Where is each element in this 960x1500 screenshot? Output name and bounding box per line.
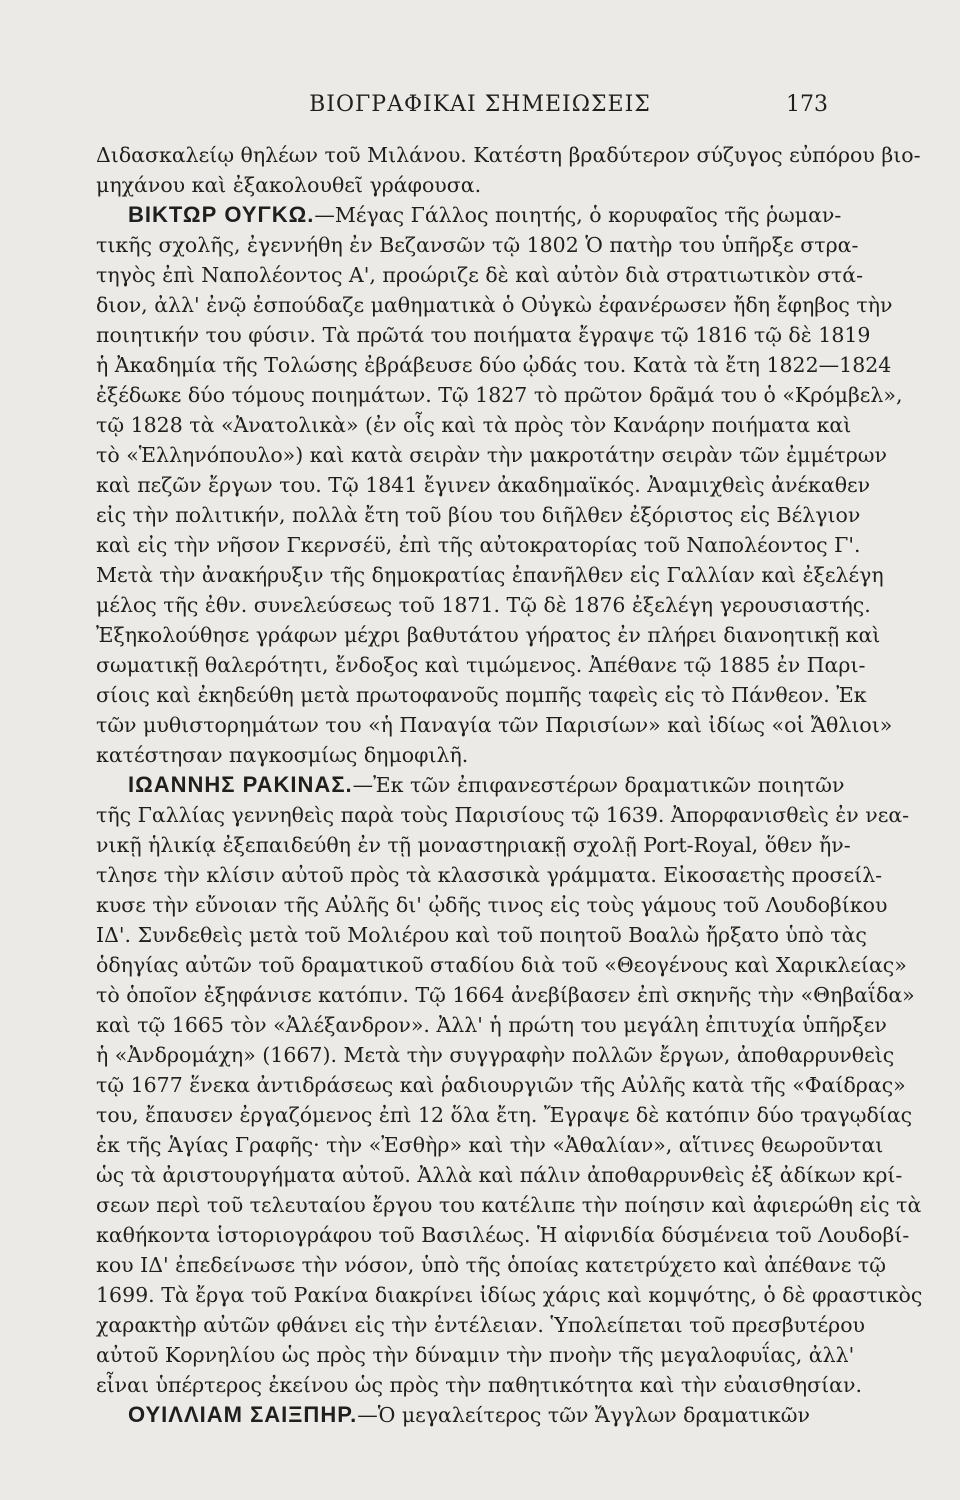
entry-text: —Ἐκ τῶν ἐπιφανεστέρων δραματικῶν ποιητῶν (352, 773, 845, 797)
text-line: καθήκοντα ἱστοριογράφου τοῦ Βασιλέως. Ἡ αἰφνιδία δύσμένεια τοῦ Λουδοβί- (96, 1223, 910, 1247)
entry-shakespeare (96, 1400, 809, 1430)
text-line: μηχάνου καὶ ἐξακολουθεῖ γράφουσα. (96, 173, 482, 197)
text-line: καὶ εἰς τὴν νῆσον Γκερνσέϋ, ἐπὶ τῆς αὐτοκρατορίας τοῦ Ναπολέοντος Γ'. (96, 533, 861, 557)
text-line: ὡς τὰ ἀριστουργήματα αὐτοῦ. Ἀλλὰ καὶ πάλιν ἀποθαρρυνθεὶς ἐξ ἀδίκων κρί- (96, 1163, 903, 1187)
text-line: τὸ «Ἑλληνόπουλο») καὶ κατὰ σειρὰν τὴν μακροτάτην σειρὰν τῶν ἐμμέτρων (96, 443, 887, 467)
text-line: ἐξέδωκε δύο τόμους ποιημάτων. Τῷ 1827 τὸ πρῶτον δρᾶμά του ὁ «Κρόμβελ», (96, 383, 903, 407)
text-line: καὶ τῷ 1665 τὸν «Ἀλέξανδρον». Ἀλλ' ἡ πρώτη του μεγάλη ἐπιτυχία ὑπῆρξεν (96, 1013, 887, 1037)
page-number: 173 (786, 92, 828, 117)
text-line: τὸ ὁποῖον ἐξηφάνισε κατόπιν. Τῷ 1664 ἀνεβίβασεν ἐπὶ σκηνῆς τὴν «Θηβαΐδα» (96, 983, 915, 1007)
text-line: τῶν μυθιστορημάτων του «ἡ Παναγία τῶν Παρισίων» καὶ ἰδίως «οἱ Ἄθλιοι» (96, 713, 893, 737)
text-line: χαρακτὴρ αὐτῶν φθάνει εἰς τὴν ἐντέλειαν. Ὑπολείπεται τοῦ πρεσβυτέρου (96, 1313, 866, 1337)
entry-name-shakespeare: ΟΥΙΛΛΙΑΜ ΣΑΙΞΠΗΡ. (128, 1402, 358, 1427)
text-line: μέλος τῆς ἐθν. συνελεύσεως τοῦ 1871. Τῷ δὲ 1876 ἐξελέγη γερουσιαστής. (96, 593, 871, 617)
text-line: σίοις καὶ ἐκηδεύθη μετὰ πρωτοφανοῦς πομπῆς ταφεὶς εἰς τὸ Πάνθεον. Ἐκ (96, 683, 867, 707)
text-line: κατέστησαν παγκοσμίως δημοφιλῆ. (96, 743, 469, 767)
text-line: ἐκ τῆς Ἁγίας Γραφῆς· τὴν «Ἐσθὴρ» καὶ τὴν «Ἀθαλίαν», αἵτινες θεωροῦνται (96, 1133, 884, 1157)
text-line: τῷ 1828 τὰ «Ἀνατολικὰ» (ἐν οἷς καὶ τὰ πρὸς τὸν Κανάρην ποιήματα καὶ (96, 413, 852, 437)
text-line: καὶ πεζῶν ἔργων του. Τῷ 1841 ἔγινεν ἀκαδημαϊκός. Ἀναμιχθεὶς ἀνέκαθεν (96, 473, 871, 497)
text-line: τλησε τὴν κλίσιν αὐτοῦ πρὸς τὰ κλασσικὰ γράμματα. Εἰκοσαετὴς προσείλ- (96, 863, 883, 887)
text-line: Μετὰ τὴν ἀνακήρυξιν τῆς δημοκρατίας ἐπανῆλθεν εἰς Γαλλίαν καὶ ἐξελέγη (96, 563, 884, 587)
text-line: σεων περὶ τοῦ τελευταίου ἔργου του κατέλιπε τὴν ποίησιν καὶ ἀφιερώθη εἰς τὰ (96, 1193, 922, 1217)
body-text (96, 140, 923, 1430)
text-line: κου ΙΔ' ἐπεδείνωσε τὴν νόσον, ὑπὸ τῆς ὁποίας κατετρύχετο καὶ ἀπέθανε τῷ (96, 1253, 886, 1277)
entry-name-racine: ΙΩΑΝΝΗΣ ΡΑΚΙΝΑΣ. (128, 772, 353, 797)
entry-text: —Μέγας Γάλλος ποιητής, ὁ κορυφαῖος τῆς ῥωμαν- (314, 203, 842, 227)
text-line: σωματικῇ θαλερότητι, ἔνδοξος καὶ τιμώμενος. Ἀπέθανε τῷ 1885 ἐν Παρι- (96, 653, 866, 677)
text-line: 1699. Τὰ ἔργα τοῦ Ρακίνα διακρίνει ἰδίως χάρις καὶ κομψότης, ὁ δὲ φραστικὸς (96, 1283, 923, 1307)
text-line: τηγὸς ἐπὶ Ναπολέοντος Α', προώριζε δὲ καὶ αὐτὸν διὰ στρατιωτικὸν στά- (96, 263, 864, 287)
text-line: του, ἔπαυσεν ἐργαζόμενος ἐπὶ 12 ὅλα ἔτη. Ἔγραψε δὲ κατόπιν δύο τραγῳδίας (96, 1103, 913, 1127)
text-line: Διδασκαλείῳ θηλέων τοῦ Μιλάνου. Κατέστη βραδύτερον σύζυγος εὐπόρου βιο- (96, 143, 921, 167)
text-line: εἶναι ὑπέρτερος ἐκείνου ὡς πρὸς τὴν παθητικότητα καὶ τὴν εὐαισθησίαν. (96, 1373, 862, 1397)
entry-name-hugo: ΒΙΚΤΩΡ ΟΥΓΚΩ. (128, 202, 315, 227)
text-line: κυσε τὴν εὔνοιαν τῆς Αὐλῆς δι' ᾠδῆς τινος εἰς τοὺς γάμους τοῦ Λουδοβίκου (96, 893, 888, 917)
running-head (0, 88, 960, 128)
entry-text: —Ὁ μεγαλείτερος τῶν Ἄγγλων δραματικῶν (357, 1403, 810, 1427)
text-line: ἡ «Ἀνδρομάχη» (1667). Μετὰ τὴν συγγραφὴν πολλῶν ἔργων, ἀποθαρρυνθεὶς (96, 1043, 895, 1067)
running-title: ΒΙΟΓΡΑΦΙΚΑΙ ΣΗΜΕΙΩΣΕΙΣ (309, 92, 651, 117)
text-line: νικῇ ἡλικίᾳ ἐξεπαιδεύθη ἐν τῇ μοναστηριακῇ σχολῇ Port-Royal, ὅθεν ἤν- (96, 833, 851, 857)
text-line: τικῆς σχολῆς, ἐγεννήθη ἐν Βεζανσῶν τῷ 1802 Ὁ πατὴρ του ὑπῆρξε στρα- (96, 233, 859, 257)
text-line: εἰς τὴν πολιτικήν, πολλὰ ἔτη τοῦ βίου του διῆλθεν ἐξόριστος εἰς Βέλγιον (96, 503, 861, 527)
text-line: τῆς Γαλλίας γεννηθεὶς παρὰ τοὺς Παρισίους τῷ 1639. Ἀπορφανισθεὶς ἐν νεα- (96, 803, 910, 827)
text-line: ποιητικήν του φύσιν. Τὰ πρῶτά του ποιήματα ἔγραψε τῷ 1816 τῷ δὲ 1819 (96, 323, 871, 347)
text-line: Ἐξηκολούθησε γράφων μέχρι βαθυτάτου γήρατος ἐν πλήρει διανοητικῇ καὶ (96, 623, 881, 647)
text-line: αὐτοῦ Κορνηλίου ὡς πρὸς τὴν δύναμιν τὴν πνοὴν τῆς μεγαλοφυΐας, ἀλλ' (96, 1343, 855, 1367)
entry-hugo (96, 200, 842, 230)
text-line: ἡ Ἀκαδημία τῆς Τολώσης ἐβράβευσε δύο ᾠδάς του. Κατὰ τὰ ἔτη 1822—1824 (96, 353, 892, 377)
text-line: διον, ἀλλ' ἐνῷ ἐσπούδαζε μαθηματικὰ ὁ Οὐγκὼ ἐφανέρωσεν ἤδη ἔφηβος τὴν (96, 293, 893, 317)
text-line: τῷ 1677 ἕνεκα ἀντιδράσεως καὶ ῥαδιουργιῶν τῆς Αὐλῆς κατὰ τῆς «Φαίδρας» (96, 1073, 906, 1097)
entry-racine (96, 770, 845, 800)
text-line: ΙΔ'. Συνδεθεὶς μετὰ τοῦ Μολιέρου καὶ τοῦ ποιητοῦ Βοαλὼ ἤρξατο ὑπὸ τὰς (96, 923, 867, 947)
text-line: ὁδηγίας αὐτῶν τοῦ δραματικοῦ σταδίου διὰ τοῦ «Θεογένους καὶ Χαρικλείας» (96, 953, 907, 977)
